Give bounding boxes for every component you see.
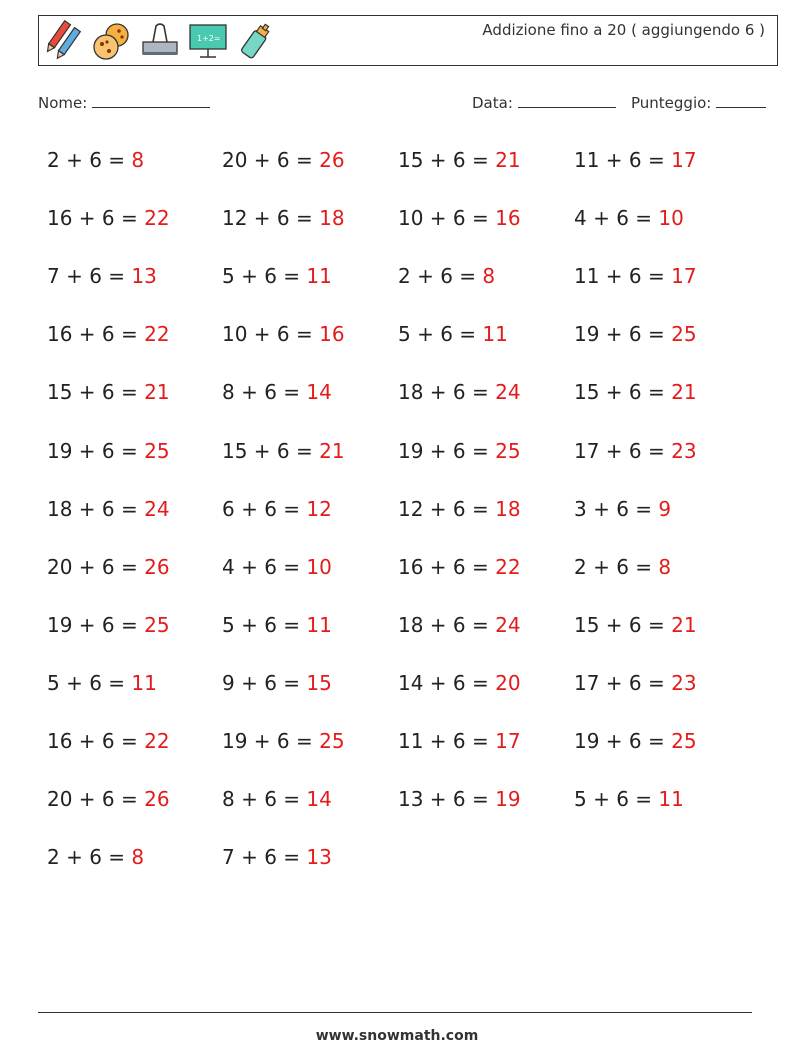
problem-question: 16 + 6 = bbox=[47, 206, 145, 231]
problem-question: 2 + 6 = bbox=[574, 554, 659, 579]
problem-question: 17 + 6 = bbox=[574, 670, 672, 695]
problem bbox=[47, 610, 170, 640]
problem-answer: 16 bbox=[319, 322, 345, 347]
problem-answer: 25 bbox=[495, 438, 521, 463]
problem-answer: 21 bbox=[495, 148, 521, 172]
problem bbox=[47, 552, 170, 582]
problem-question: 7 + 6 = bbox=[47, 264, 132, 289]
problem-answer: 21 bbox=[671, 612, 697, 637]
problem-question: 4 + 6 = bbox=[222, 554, 307, 579]
problem bbox=[222, 494, 332, 524]
problem-answer: 22 bbox=[144, 322, 170, 347]
problem-question: 9 + 6 = bbox=[222, 670, 307, 695]
problem-answer: 11 bbox=[131, 670, 157, 695]
problem-question: 17 + 6 = bbox=[574, 438, 672, 463]
problem-answer: 23 bbox=[671, 438, 697, 463]
problem-answer: 26 bbox=[144, 554, 170, 579]
problem-answer: 25 bbox=[144, 438, 170, 463]
problem-answer: 26 bbox=[144, 787, 170, 812]
problem bbox=[574, 436, 697, 466]
crayons-icon bbox=[43, 20, 85, 62]
problem-question: 18 + 6 = bbox=[47, 496, 145, 521]
problem-answer: 13 bbox=[131, 264, 157, 289]
problem-answer: 10 bbox=[658, 206, 684, 231]
problem bbox=[574, 261, 697, 291]
problem-answer: 25 bbox=[671, 322, 697, 347]
problem bbox=[574, 552, 671, 582]
problem-answer: 11 bbox=[658, 787, 684, 812]
score-line[interactable] bbox=[716, 93, 766, 108]
problem-answer: 17 bbox=[671, 148, 697, 172]
problem-question: 19 + 6 = bbox=[47, 612, 145, 637]
problem-question: 5 + 6 = bbox=[398, 322, 483, 347]
problem-answer: 18 bbox=[495, 496, 521, 521]
problem bbox=[47, 377, 170, 407]
problem-question: 18 + 6 = bbox=[398, 612, 496, 637]
problem bbox=[222, 436, 345, 466]
problem-question: 11 + 6 = bbox=[398, 729, 496, 753]
problem bbox=[222, 668, 332, 698]
worksheet-title: Addizione fino a 20 ( aggiungendo 6 ) bbox=[482, 21, 765, 39]
problem bbox=[574, 610, 697, 640]
problem-answer: 24 bbox=[144, 496, 170, 521]
problem bbox=[222, 145, 345, 175]
problem-question: 19 + 6 = bbox=[398, 438, 496, 463]
problem bbox=[398, 784, 521, 814]
problem-answer: 17 bbox=[671, 264, 697, 289]
problem bbox=[222, 319, 345, 349]
problem bbox=[398, 726, 521, 756]
problem bbox=[222, 203, 345, 233]
problem-answer: 11 bbox=[306, 264, 332, 289]
problem bbox=[47, 145, 144, 175]
score-field bbox=[631, 93, 766, 112]
problem-question: 10 + 6 = bbox=[222, 322, 320, 347]
problem-question: 19 + 6 = bbox=[222, 729, 320, 753]
problem-question: 5 + 6 = bbox=[47, 670, 132, 695]
problem-question: 8 + 6 = bbox=[222, 380, 307, 405]
problem bbox=[47, 436, 170, 466]
problem-question: 12 + 6 = bbox=[398, 496, 496, 521]
problem bbox=[47, 319, 170, 349]
problem bbox=[222, 784, 332, 814]
problem-answer: 23 bbox=[671, 670, 697, 695]
problem bbox=[222, 726, 345, 756]
problem-answer: 21 bbox=[671, 380, 697, 405]
glue-icon bbox=[235, 20, 277, 62]
problem bbox=[574, 377, 697, 407]
problem bbox=[222, 261, 332, 291]
score-label: Punteggio: bbox=[631, 94, 712, 112]
problem-question: 2 + 6 = bbox=[398, 264, 483, 289]
problem-answer: 13 bbox=[306, 845, 332, 870]
problem bbox=[574, 319, 697, 349]
date-field bbox=[472, 93, 616, 112]
date-line[interactable] bbox=[518, 93, 616, 108]
name-line[interactable] bbox=[92, 93, 210, 108]
problem-question: 10 + 6 = bbox=[398, 206, 496, 231]
problem bbox=[47, 726, 170, 756]
problem-answer: 20 bbox=[495, 670, 521, 695]
problem bbox=[222, 842, 332, 872]
name-field bbox=[38, 93, 210, 112]
problem-question: 5 + 6 = bbox=[222, 612, 307, 637]
problem-answer: 21 bbox=[144, 380, 170, 405]
problem bbox=[222, 610, 332, 640]
problem-answer: 24 bbox=[495, 612, 521, 637]
problem bbox=[574, 726, 697, 756]
problem bbox=[222, 377, 332, 407]
problem-question: 6 + 6 = bbox=[222, 496, 307, 521]
problem bbox=[398, 203, 521, 233]
problem-question: 15 + 6 = bbox=[47, 380, 145, 405]
problem-question: 2 + 6 = bbox=[47, 148, 132, 172]
problem-answer: 8 bbox=[131, 845, 145, 870]
problem-answer: 19 bbox=[495, 787, 521, 812]
problem-answer: 25 bbox=[319, 729, 345, 753]
problem bbox=[574, 203, 684, 233]
problem-question: 18 + 6 = bbox=[398, 380, 496, 405]
problem-answer: 17 bbox=[495, 729, 521, 753]
problem bbox=[398, 319, 508, 349]
problem bbox=[574, 145, 697, 175]
problem bbox=[47, 494, 170, 524]
problem-answer: 25 bbox=[144, 612, 170, 637]
problem-question: 5 + 6 = bbox=[222, 264, 307, 289]
problem-answer: 8 bbox=[131, 148, 145, 172]
problem-answer: 25 bbox=[671, 729, 697, 753]
problem-question: 16 + 6 = bbox=[398, 554, 496, 579]
problem-answer: 21 bbox=[319, 438, 345, 463]
problem bbox=[47, 784, 170, 814]
problem bbox=[398, 668, 521, 698]
problem bbox=[398, 145, 521, 175]
problem bbox=[574, 494, 671, 524]
problem-question: 14 + 6 = bbox=[398, 670, 496, 695]
problem-answer: 18 bbox=[319, 206, 345, 231]
problem bbox=[47, 261, 157, 291]
problem-question: 2 + 6 = bbox=[47, 845, 132, 870]
blackboard-icon bbox=[187, 20, 229, 62]
problem-question: 15 + 6 = bbox=[574, 612, 672, 637]
problem-question: 19 + 6 = bbox=[574, 322, 672, 347]
problem-answer: 16 bbox=[495, 206, 521, 231]
problem-question: 4 + 6 = bbox=[574, 206, 659, 231]
problem-answer: 22 bbox=[495, 554, 521, 579]
problem bbox=[398, 436, 521, 466]
problem bbox=[398, 552, 521, 582]
problem bbox=[398, 377, 521, 407]
name-label: Nome: bbox=[38, 94, 88, 112]
problem-answer: 10 bbox=[306, 554, 332, 579]
problem-question: 16 + 6 = bbox=[47, 322, 145, 347]
problem-question: 15 + 6 = bbox=[574, 380, 672, 405]
header-icons bbox=[43, 20, 277, 62]
cookies-icon bbox=[91, 20, 133, 62]
problem-answer: 22 bbox=[144, 206, 170, 231]
problem-question: 5 + 6 = bbox=[574, 787, 659, 812]
problem-answer: 14 bbox=[306, 787, 332, 812]
date-label: Data: bbox=[472, 94, 513, 112]
problem-question: 15 + 6 = bbox=[398, 148, 496, 172]
problem-question: 20 + 6 = bbox=[47, 554, 145, 579]
problem-question: 11 + 6 = bbox=[574, 148, 672, 172]
problem-question: 20 + 6 = bbox=[222, 148, 320, 172]
problem bbox=[222, 552, 332, 582]
problem-question: 11 + 6 = bbox=[574, 264, 672, 289]
problem-answer: 26 bbox=[319, 148, 345, 172]
problem-answer: 8 bbox=[482, 264, 496, 289]
problem-question: 19 + 6 = bbox=[47, 438, 145, 463]
problem-question: 7 + 6 = bbox=[222, 845, 307, 870]
problem bbox=[398, 261, 495, 291]
problem-answer: 11 bbox=[482, 322, 508, 347]
problem bbox=[574, 784, 684, 814]
problem-answer: 22 bbox=[144, 729, 170, 753]
problem bbox=[574, 668, 697, 698]
problem-question: 8 + 6 = bbox=[222, 787, 307, 812]
problem-question: 15 + 6 = bbox=[222, 438, 320, 463]
problem bbox=[47, 203, 170, 233]
problem-answer: 8 bbox=[658, 554, 672, 579]
problem bbox=[47, 842, 144, 872]
problem bbox=[398, 610, 521, 640]
problem-question: 16 + 6 = bbox=[47, 729, 145, 753]
problem-question: 13 + 6 = bbox=[398, 787, 496, 812]
problem-question: 19 + 6 = bbox=[574, 729, 672, 753]
problem-question: 20 + 6 = bbox=[47, 787, 145, 812]
problem-question: 12 + 6 = bbox=[222, 206, 320, 231]
binder-clip-icon bbox=[139, 20, 181, 62]
blackboard-text: 1+2= bbox=[197, 34, 221, 43]
problem-answer: 12 bbox=[306, 496, 332, 521]
problem bbox=[398, 494, 521, 524]
footer-website: www.snowmath.com bbox=[315, 1028, 479, 1044]
problem-answer: 11 bbox=[306, 612, 332, 637]
header-box bbox=[38, 15, 778, 66]
problem-answer: 9 bbox=[658, 496, 672, 521]
footer-divider bbox=[38, 1012, 752, 1013]
problem-answer: 15 bbox=[306, 670, 332, 695]
problem-answer: 24 bbox=[495, 380, 521, 405]
problem-answer: 14 bbox=[306, 380, 332, 405]
problem-question: 3 + 6 = bbox=[574, 496, 659, 521]
problem bbox=[47, 668, 157, 698]
